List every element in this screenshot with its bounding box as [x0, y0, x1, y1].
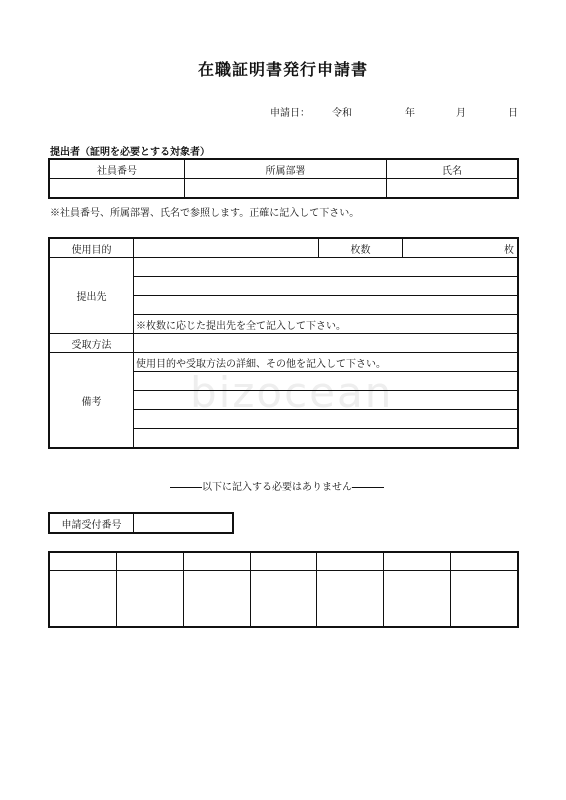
stamp-cell[interactable]: [49, 570, 116, 627]
stamp-cell[interactable]: [116, 570, 183, 627]
receipt-number-table: [48, 512, 234, 534]
remarks-line-2[interactable]: [134, 391, 519, 410]
remarks-note: 使用目的や受取方法の詳細、その他を記入して下さい。: [134, 353, 519, 372]
purpose-label: 使用目的: [49, 238, 134, 258]
destination-note: ※枚数に応じた提出先を全て記入して下さい。: [134, 315, 519, 334]
applicant-section-title: 提出者（証明を必要とする対象者）: [50, 147, 210, 158]
stamp-header-cell: [183, 552, 250, 570]
page-title: 在職証明書発行申請書: [197, 60, 368, 79]
stamp-header-cell: [384, 552, 451, 570]
destination-line-3[interactable]: [134, 296, 519, 315]
request-table: [48, 237, 519, 449]
header-employee-number: 社員番号: [49, 159, 185, 179]
receive-method-label: 受取方法: [49, 334, 134, 353]
separator-line-left: [170, 487, 202, 488]
destination-label: 提出先: [49, 258, 134, 334]
separator: [170, 478, 384, 493]
count-field[interactable]: 枚: [403, 238, 519, 258]
applicant-table: [48, 158, 519, 199]
header-department: 所属部署: [185, 159, 387, 179]
remarks-line-4[interactable]: [134, 429, 519, 449]
header-name: 氏名: [387, 159, 519, 179]
purpose-field[interactable]: [134, 238, 319, 258]
separator-text: 以下に記入する必要はありません: [202, 482, 352, 493]
stamp-header-cell: [451, 552, 518, 570]
stamp-header-cell: [49, 552, 116, 570]
destination-line-2[interactable]: [134, 277, 519, 296]
separator-line-right: [352, 487, 384, 488]
stamp-cell[interactable]: [317, 570, 384, 627]
employee-number-field[interactable]: [49, 179, 185, 199]
remarks-line-1[interactable]: [134, 372, 519, 391]
watermark: bizocean: [190, 368, 394, 417]
department-field[interactable]: [185, 179, 387, 199]
remarks-label: 備考: [49, 353, 134, 449]
stamp-header-cell: [116, 552, 183, 570]
applicant-note: ※社員番号、所属部署、氏名で参照します。正確に記入して下さい。: [50, 208, 360, 219]
remarks-line-3[interactable]: [134, 410, 519, 429]
date-year: 年: [405, 108, 415, 119]
stamp-cell[interactable]: [451, 570, 518, 627]
date-day: 日: [508, 108, 518, 119]
count-label: 枚数: [319, 238, 403, 258]
destination-line-1[interactable]: [134, 258, 519, 277]
stamp-cell[interactable]: [384, 570, 451, 627]
stamp-header-cell: [317, 552, 384, 570]
receipt-number-label: 申請受付番号: [49, 513, 134, 533]
receive-method-field[interactable]: [134, 334, 519, 353]
date-era: 令和: [332, 108, 352, 119]
stamp-header-cell: [250, 552, 317, 570]
stamp-cell[interactable]: [250, 570, 317, 627]
stamp-cell[interactable]: [183, 570, 250, 627]
date-label: 申請日：: [270, 108, 310, 119]
name-field[interactable]: [387, 179, 519, 199]
receipt-number-field[interactable]: [134, 513, 234, 533]
date-month: 月: [456, 108, 466, 119]
approval-stamp-table: [48, 551, 519, 628]
